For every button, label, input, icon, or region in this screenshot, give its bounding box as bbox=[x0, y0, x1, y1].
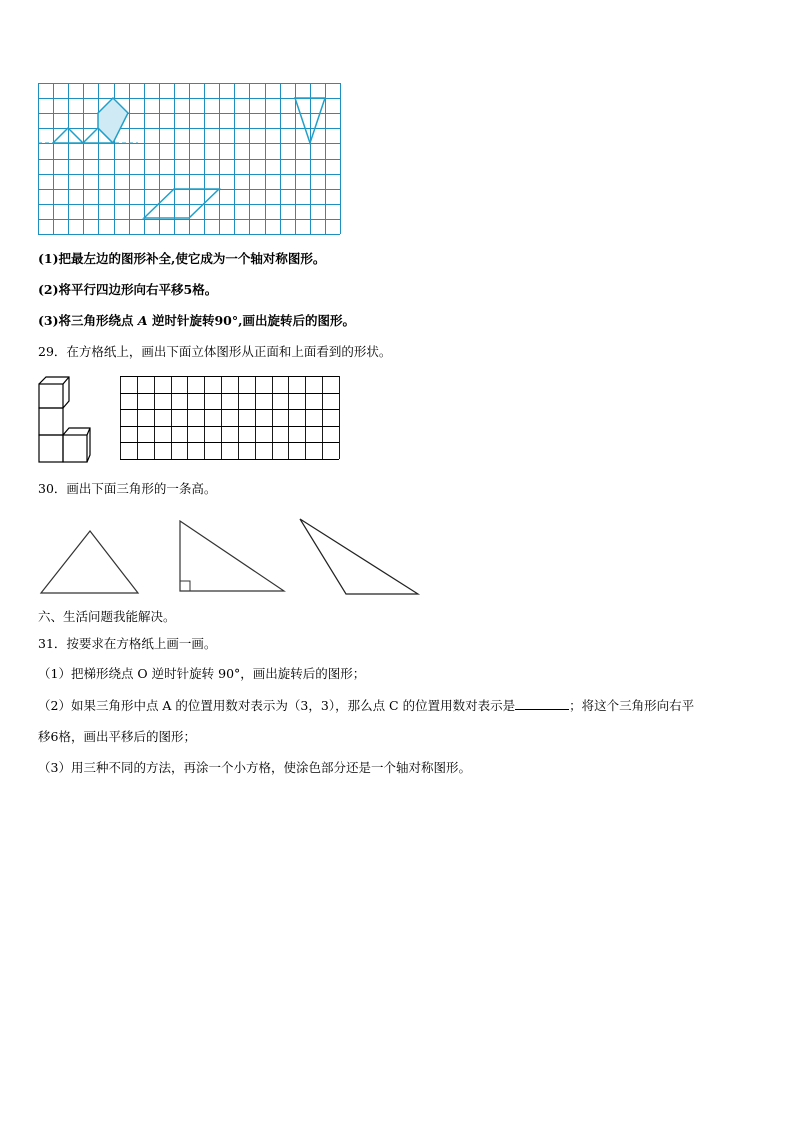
q31-prompt: 31．按要求在方格纸上画一画。 bbox=[38, 636, 217, 651]
q29-prompt: 29．在方格纸上，画出下面立体图形从正面和上面看到的形状。 bbox=[38, 344, 392, 359]
q28-item-1: (1)把最左边的图形补全,使它成为一个轴对称图形。 bbox=[38, 251, 326, 266]
q29-blank-grid bbox=[120, 376, 340, 460]
answer-blank[interactable] bbox=[515, 697, 569, 710]
q30-triangle-right bbox=[178, 520, 286, 592]
parallelogram bbox=[144, 189, 219, 218]
section-6-title: 六、生活问题我能解决。 bbox=[38, 609, 176, 624]
q29-grid-lines bbox=[120, 376, 340, 460]
q28-grid-figure bbox=[38, 83, 341, 235]
q31-item-2-part2: ；将这个三角形向右平 bbox=[569, 698, 695, 713]
half-shape-pentagon bbox=[98, 98, 128, 143]
q29-cube-stack bbox=[38, 376, 92, 464]
q28-item-3 bbox=[38, 313, 355, 329]
q31-item-2-continued: 移6格，画出平移后的图形； bbox=[38, 729, 196, 744]
q28-item-3-part1: (3)将三角形绕点 bbox=[38, 313, 134, 328]
q30-prompt: 30．画出下面三角形的一条高。 bbox=[38, 481, 217, 496]
q31-item-1: （1）把梯形绕点 O 逆时针旋转 90°，画出旋转后的图形； bbox=[38, 666, 366, 681]
right-angle-marker bbox=[180, 581, 190, 591]
q30-triangle-acute bbox=[40, 530, 140, 594]
q28-item-3-part2: 逆时针旋转90°,画出旋转后的图形。 bbox=[151, 313, 355, 328]
q28-item-2: (2)将平行四边形向右平移5格。 bbox=[38, 282, 218, 297]
q30-triangle-obtuse bbox=[298, 517, 422, 596]
q31-item-2-part1: （2）如果三角形中点 A 的位置用数对表示为（3，3），那么点 C 的位置用数对表示是 bbox=[38, 698, 516, 713]
point-a-label: A bbox=[137, 313, 148, 328]
q31-item-3: （3）用三种不同的方法，再涂一个小方格，使涂色部分还是一个轴对称图形。 bbox=[38, 760, 471, 775]
q31-item-2 bbox=[38, 697, 694, 714]
q28-grid-lines bbox=[38, 83, 341, 235]
